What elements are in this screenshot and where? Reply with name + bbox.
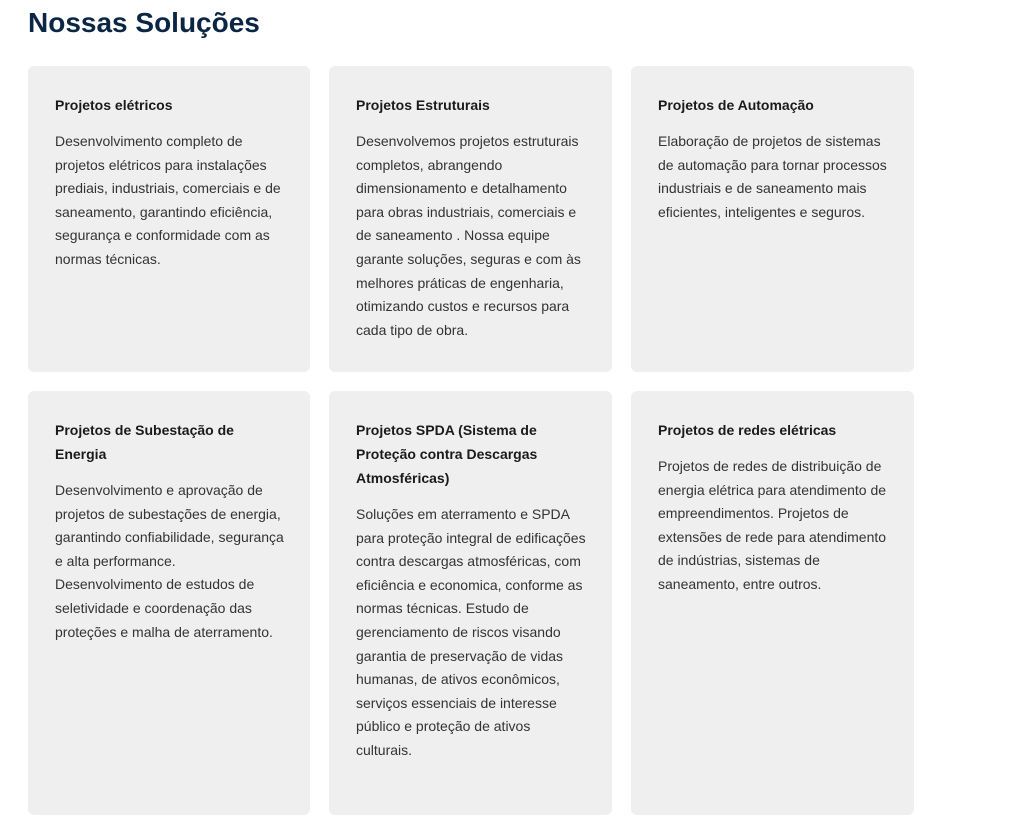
card-description: Desenvolvimento completo de projetos elétricos para instalações prediais, industriais, comerciais e de saneamento, garantindo eficiência, segurança e conformidade com as normas técnicas. — [55, 133, 281, 267]
card-title: Projetos SPDA (Sistema de Proteção contra Descargas Atmosféricas) — [356, 422, 538, 486]
card-title: Projetos elétricos — [55, 97, 173, 113]
card-title: Projetos de Subestação de Energia — [55, 422, 234, 462]
card-description: Desenvolvemos projetos estruturais completos, abrangendo dimensionamento e detalhamento para obras industriais, comerciais e de saneamento . Nossa equipe garante soluções, seguras e com às melhores práticas de engenharia, otimizando custos e recursos para cada tipo de obra. — [356, 133, 581, 338]
solution-card-projetos-redes-eletricas — [631, 391, 914, 815]
solution-card-projetos-eletricos — [28, 66, 310, 372]
solution-card-projetos-subestacao — [28, 391, 310, 815]
solution-card-projetos-automacao — [631, 66, 914, 372]
card-description: Soluções em aterramento e SPDA para proteção integral de edificações contra descargas atmosféricas, com eficiência e economica, conforme as normas técnicas. Estudo de gerenciamento de riscos visando garantia de preservação de vidas humanas, de ativos econômicos, serviços essenciais de interesse público e proteção de ativos culturais. — [356, 506, 586, 758]
card-title: Projetos de Automação — [658, 97, 814, 113]
card-description: Elaboração de projetos de sistemas de automação para tornar processos industriais e de saneamento mais eficientes, inteligentes e seguros. — [658, 133, 887, 220]
page-title: Nossas Soluções — [28, 7, 260, 38]
card-title: Projetos de redes elétricas — [658, 422, 837, 438]
card-title: Projetos Estruturais — [356, 97, 490, 113]
solution-card-projetos-estruturais — [329, 66, 612, 372]
solution-card-projetos-spda — [329, 391, 612, 815]
card-description: Desenvolvimento e aprovação de projetos de subestações de energia, garantindo confiabilidade, segurança e alta performance. Desenvolvimento de estudos de seletividade e coordenação das proteções e malha de aterramento. — [55, 482, 284, 640]
card-description: Projetos de redes de distribuição de energia elétrica para atendimento de empreendimentos. Projetos de extensões de rede para atendimento de indústrias, sistemas de saneamento, entre outros. — [658, 458, 887, 592]
